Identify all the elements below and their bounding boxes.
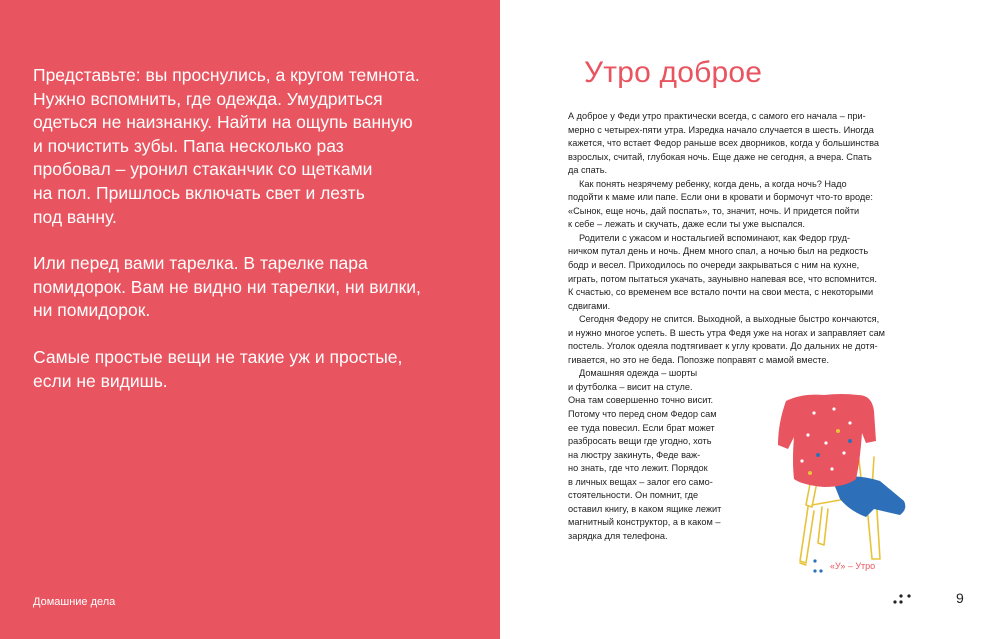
braille-caption: [812, 558, 875, 574]
text-line: помидорок. Вам не видно ни тарелки, ни вилки,: [33, 276, 421, 297]
text-line: Или перед вами тарелка. В тарелке пара: [33, 253, 368, 273]
story-line: подойти к маме или папе. Если они в кровати и бормочут что-то вроде:: [568, 192, 873, 203]
braille-u-icon: [812, 558, 824, 574]
story-line: бодр и весел. Приходилось по очереди закрываться с ним на кухне,: [568, 260, 860, 271]
story-line: А доброе у Феди утро практически всегда, с самого его начала – при-: [568, 111, 866, 121]
tshirt: [778, 394, 876, 487]
story-line: в личных вещах – залог его само-: [568, 476, 713, 487]
story-line: ничком путал день и ночь. Днем много спал, а ночью был на редкость: [568, 246, 869, 257]
story-line: но знать, где что лежит. Порядок: [568, 463, 708, 474]
story-line: Сегодня Федору не спится. Выходной, а выходные быстро кончаются,: [579, 314, 880, 325]
story-line: мерно с четырех-пяти утра. Изредка начало случается в шесть. Иногда: [568, 124, 874, 135]
text-line: если не видишь.: [33, 370, 168, 391]
left-paragraph-2: [33, 252, 473, 323]
story-line: Как понять незрячему ребенку, когда день, а когда ночь? Надо: [579, 178, 847, 189]
story-line: оставил книгу, в каком ящике лежит: [568, 503, 722, 514]
story-line: «Сынок, еще ночь, дай поспать», то, значит, ночь. И придется пойти: [568, 205, 860, 216]
text-line: одеться не наизнанку. Найти на ощупь ванную: [33, 112, 413, 133]
story-line: постель. Уголок одеяла подтягивает к углу кровати. До дальних не дотя-: [568, 341, 878, 352]
story-line: гивается, но это не беда. Попозже поправят с мамой вместе.: [568, 354, 830, 365]
story-line: сдвигами.: [568, 300, 611, 311]
story-line: магнитный конструктор, а в каком –: [568, 517, 721, 528]
story-line: К счастью, со временем все встало почти на свои места, с некоторыми: [568, 287, 874, 298]
story-line: и нужно многое успеть. В шесть утра Федя уже на ногах и заправляет сам: [568, 327, 885, 338]
braille-page-mark-icon: [892, 591, 914, 605]
left-paragraph-1: [33, 64, 473, 229]
text-line: Самые простые вещи не такие уж и простые,: [33, 347, 403, 367]
story-line: да спать.: [568, 165, 608, 176]
story-line: кажется, что встает Федор раньше всех дворников, когда у большинства: [568, 138, 880, 149]
story-line: и футболка – висит на стуле.: [568, 381, 693, 392]
story-line: на люстру закинуть, Феде важ-: [568, 449, 701, 460]
text-line: Нужно вспомнить, где одежда. Умудриться: [33, 88, 383, 109]
text-line: Представьте: вы проснулись, а кругом темнота.: [33, 65, 420, 85]
right-page: [500, 0, 1000, 639]
caption-text: «У» – Утро: [830, 561, 876, 571]
chair-with-clothes-illustration: [762, 383, 932, 573]
story-line: взрослых, считай, глубокая ночь. Еще даже не сегодня, а вчера. Спать: [568, 151, 872, 162]
story-line: к себе – лежать и скучать, даже если ты уже выспался.: [568, 219, 805, 230]
section-footer: Домашние дела: [33, 596, 116, 608]
text-line: под ванну.: [33, 206, 117, 227]
story-line: разбросать вещи где угодно, хоть: [568, 436, 712, 447]
story-line: зарядка для телефона.: [568, 530, 668, 541]
story-line: Она там совершенно точно висит.: [568, 395, 714, 406]
page-title: Утро доброе: [584, 56, 763, 89]
left-paragraph-3: [33, 346, 473, 393]
story-line: Потому что перед сном Федор сам: [568, 409, 717, 420]
story-line: играть, потом пытаться укачать, заунывно напевая все, что вспомнится.: [568, 273, 877, 284]
text-line: на пол. Пришлось включать свет и лезть: [33, 182, 365, 203]
text-line: и почистить зубы. Папа несколько раз: [33, 135, 344, 156]
text-line: пробовал – уронил стаканчик со щетками: [33, 159, 373, 180]
story-line: ее туда повесил. Если брат может: [568, 422, 715, 433]
text-line: ни помидорок.: [33, 300, 151, 321]
story-line: стоятельности. Он помнит, где: [568, 490, 699, 501]
page-number: 9: [956, 590, 964, 606]
story-line: Домашняя одежда – шорты: [579, 368, 698, 379]
story-line: Родители с ужасом и ностальгией вспоминают, как Федор груд-: [579, 232, 851, 243]
